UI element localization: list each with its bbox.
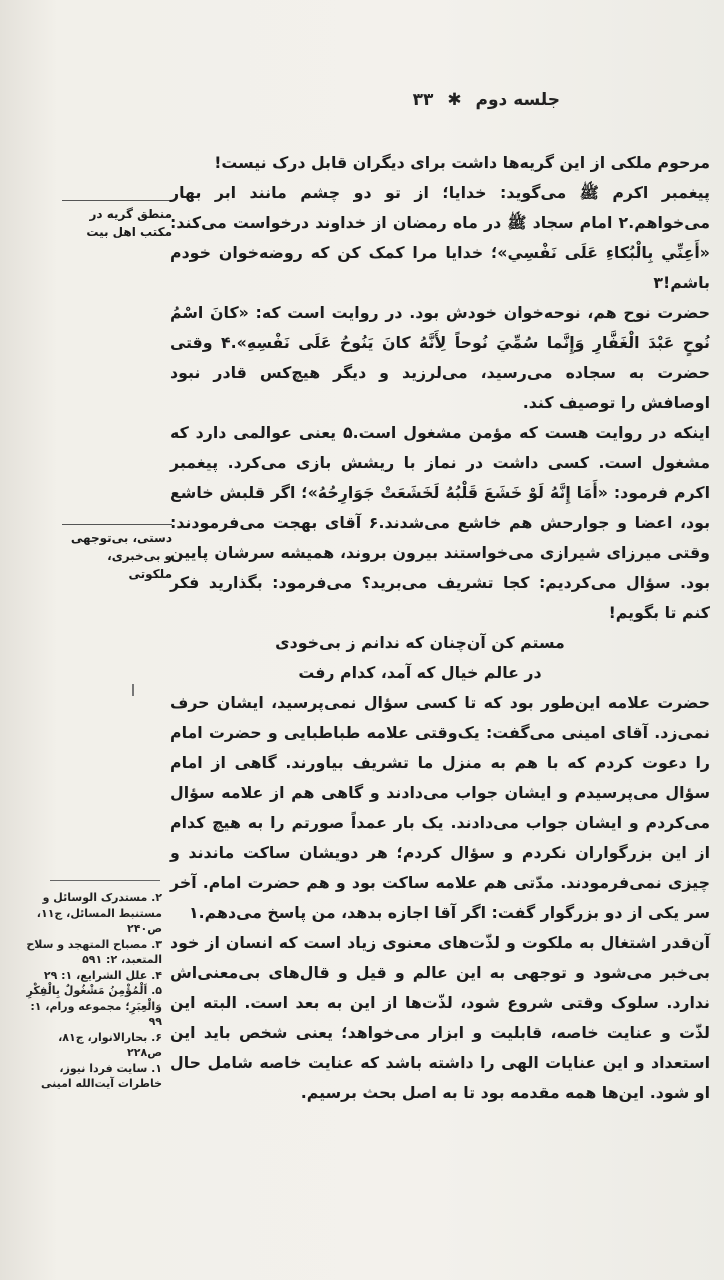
footnote: ٢. مستدرک الوسائل و مستنبط المسائل، ج١١، ص٢۴٠ (36, 891, 162, 935)
running-header (200, 90, 560, 110)
footnotes (22, 890, 162, 1092)
main-text (170, 148, 710, 1108)
verse-line-1: مستم کن آن‌چنان که ندانم ز بی‌خودی (275, 633, 565, 652)
footnote: ۴. علل الشرایع، ١: ٢٩ (43, 968, 162, 982)
chapter-title: جلسه دوم (475, 90, 560, 110)
paragraph: حضرت علامه این‌طور بود که تا کسی سؤال نمی‌پرسید، ایشان حرف نمی‌زد. آقای امینی می‌گفت: یک‌وقتی علامه طباطبایی و حضرت امام را دعوت کردم که با هم به منزل ما تشریف بیاورند. گاهی از امام سؤال می‌پرسیدم و ایشان جواب می‌دادند و گاهی هم از علامه سؤال می‌کردم و ایشان جواب می‌دادند. یک بار عمداً صورتم را به هیچ کدام از این بزرگواران نکردم و سؤال کردم؛ هر دویشان ساکت ماندند و چیزی نمی‌فرمودند. مدّتی هم علامه ساکت بود و هم حضرت امام. آخر سر یکی از دو بزرگوار گفت: اگر آقا اجازه بدهد، من پاسخ می‌دهم.١ (170, 693, 710, 922)
margin-note-1: منطق گریه در مکتب اهل بیت (62, 200, 172, 241)
paragraph: پیغمبر اکرم ﷺ می‌گوید: خدایا؛ از تو دو چشم مانند ابر بهار می‌خواهم.٢ امام سجاد ﷺ در ماه رمضان از خداوند درخواست می‌کند: «أَعِنِّي بِالْبُكاءِ عَلَى نَفْسِي»؛ خدایا مرا کمک کن که روضه‌خوان خودم باشم!٣ (170, 183, 710, 292)
star-icon: ✱ (447, 90, 462, 110)
footnote-divider (50, 880, 160, 881)
paragraph: مرحوم ملکی از این گریه‌ها داشت برای دیگران قابل درک نیست! (214, 153, 710, 172)
margin-note-2: دستی، بی‌توجهی و بی‌خبری، ملکوتی (62, 524, 172, 583)
paragraph: اینکه در روایت هست که مؤمن مشغول است.۵ یعنی عوالمی دارد که مشغول است. کسی داشت در نماز با ریشش بازی می‌کرد. پیغمبر اکرم فرمود: «أَمَا إِنَّهُ لَوْ خَشَعَ قَلْبُهُ لَخَشَعَتْ جَوَارِحُهُ»؛ اگر قلبش خاشع بود، اعضا و جوارحش هم خاشع می‌شدند.۶ آقای بهجت می‌فرمودند: وقتی میرزای شیرازی می‌خواستند بیرون بروند، همیشه سرشان پایین بود. سؤال می‌کردیم: کجا تشریف می‌برید؟ می‌فرمود: بگذارید فکر کنم تا بگویم! (170, 423, 711, 622)
paragraph: آن‌قدر اشتغال به ملکوت و لذّت‌های معنوی زیاد است که انسان از خود بی‌خبر می‌شود و توجهی به این عالم و قیل و قال‌های بی‌معنی‌اش ندارد. سلوک وقتی شروع شود، لذّت‌ها از این به بعد است. البته این لذّت و عنایت خاصه، قابلیت و ابزار می‌خواهد؛ یعنی شخص باید این استعداد و این عنایات الهی را داشته باشد که عنایت خاصه شامل حال او شود. این‌ها همه مقدمه بود تا به اصل بحث برسیم. (170, 933, 710, 1102)
footnote: ٣. مصباح المتهجد و سلاح المتعبد، ٢: ۵٩١ (26, 937, 162, 966)
verse-line-2: در عالم خیال که آمد، کدام رفت (298, 663, 542, 682)
footnote: ۵. اَلْمُؤْمِنُ مَشْغُولٌ بِالْفِكْرِ وَالْعِبَرِ؛ مجموعه ورام، ١: ٩٩ (26, 984, 162, 1028)
footnote: ۶. بحارالانوار، ج٨١، ص٢٢٨ (58, 1030, 162, 1059)
page-number: ۳۳ (412, 90, 434, 110)
paragraph: حضرت نوح هم، نوحه‌خوان خودش بود. در روایت است که: «کانَ اسْمُ نُوحٍ عَبْدَ الْغَفَّارِ وَإِنَّما سُمِّيَ نُوحاً لِأَنَّهُ كانَ يَنُوحُ عَلَى نَفْسِهِ».۴ وقتی حضرت به سجاده می‌رسید، می‌لرزید و دیگر هیچ‌کس قادر نبود اوصافش را توصیف کند. (170, 303, 710, 412)
footnote: ١. سایت فردا نیوز، خاطرات آیت‌الله امینی (40, 1061, 162, 1090)
margin-tick (132, 684, 134, 696)
